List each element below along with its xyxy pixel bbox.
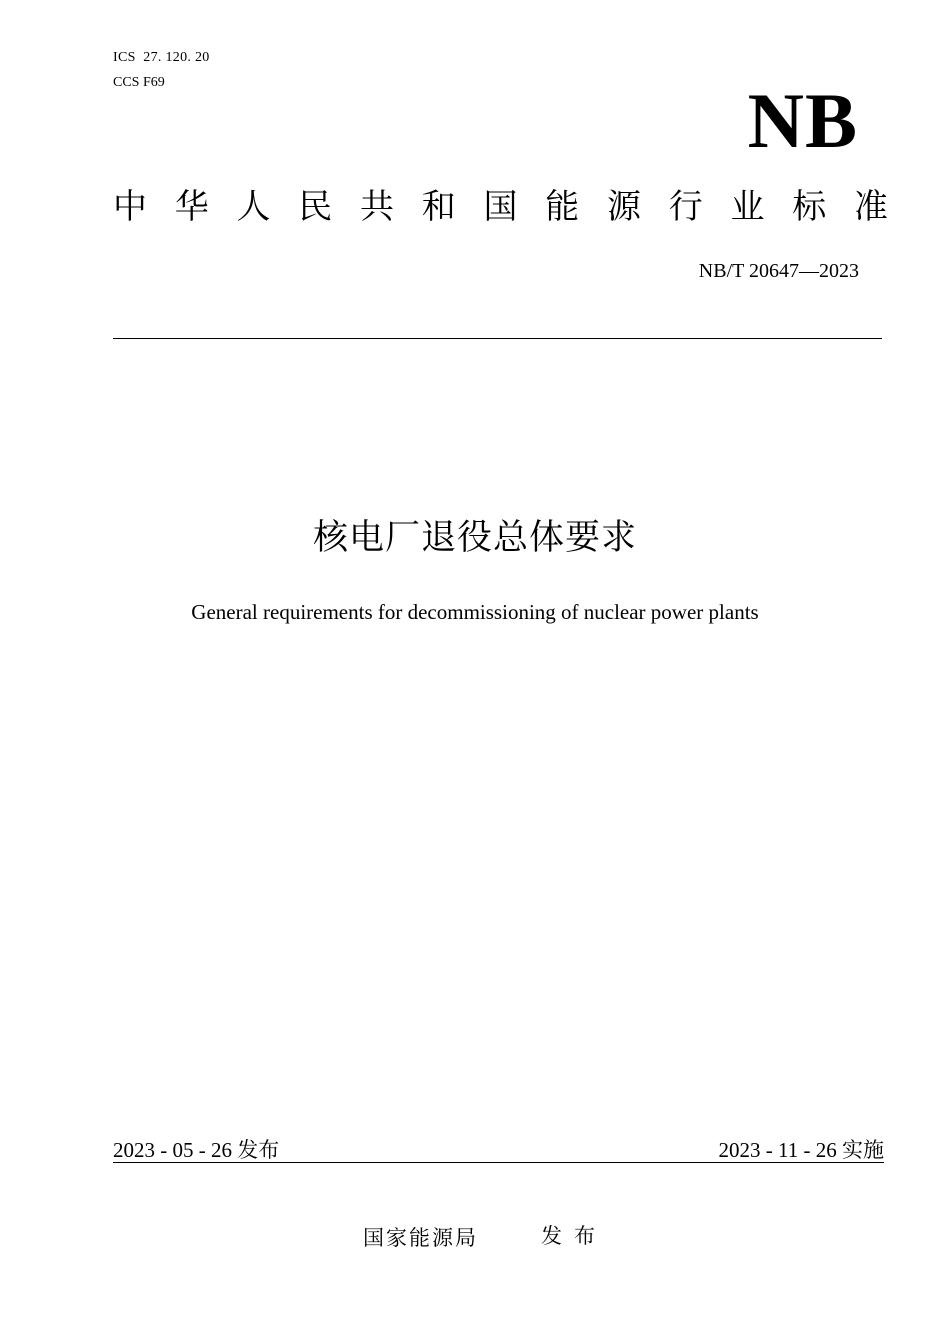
footer-divider — [113, 1162, 884, 1163]
standard-type-char: 能 — [545, 187, 580, 227]
document-title-en: General requirements for decommissioning of nuclear power plants — [191, 600, 759, 624]
standard-type-char: 中 — [113, 187, 147, 227]
implementation-date: 2023 - 11 - 26 实施 — [718, 1138, 884, 1162]
standard-type-char: 国 — [483, 187, 518, 227]
standard-type-char: 业 — [730, 187, 765, 227]
ics-code: ICS 27. 120. 20 — [113, 50, 210, 65]
header-divider — [113, 338, 882, 339]
ccs-code: CCS F69 — [113, 75, 165, 90]
publish-label-char: 发 — [541, 1224, 562, 1248]
standard-type-char: 和 — [421, 187, 456, 227]
publish-label-char: 布 — [574, 1224, 595, 1248]
standard-type-char: 源 — [607, 187, 641, 227]
publisher-name: 国家能源局 — [363, 1226, 478, 1250]
standard-type-char: 标 — [792, 187, 827, 227]
standard-type-char: 准 — [854, 187, 888, 227]
standard-type-char: 人 — [236, 187, 271, 227]
standard-type-char: 共 — [360, 187, 394, 227]
standard-number: NB/T 20647—2023 — [698, 260, 859, 282]
issue-date: 2023 - 05 - 26 发布 — [113, 1138, 280, 1162]
standard-type-char: 行 — [668, 187, 703, 227]
standard-type-char: 华 — [174, 187, 209, 227]
standard-type-title — [113, 185, 888, 229]
nb-logo: NB — [747, 77, 858, 164]
publish-label — [541, 1222, 595, 1250]
document-title-zh: 核电厂退役总体要求 — [312, 518, 637, 558]
standard-type-char: 民 — [298, 187, 333, 227]
